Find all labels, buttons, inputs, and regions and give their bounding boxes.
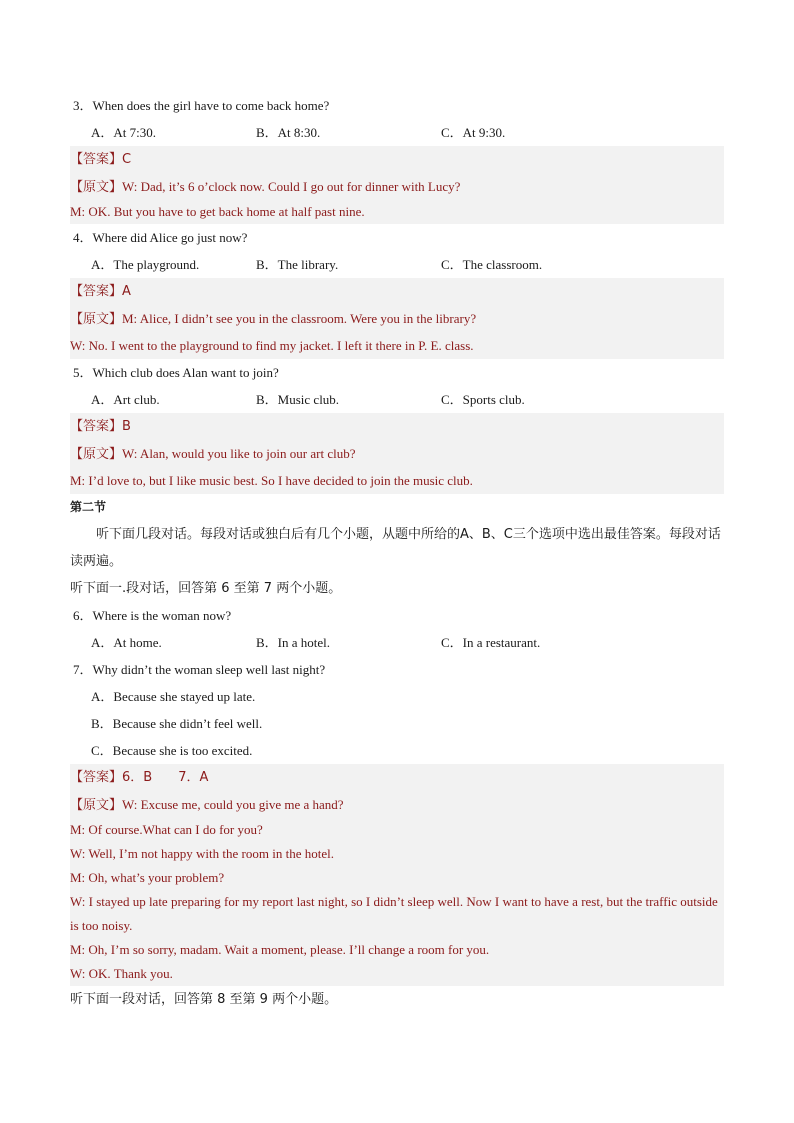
transcript-4-line-2: W: No. I went to the playground to find my jacket. I left it there in P. E. class. [70,332,724,359]
transcript-6-7-line-2: M: Of course.What can I do for you? [70,818,724,842]
transcript-6-7-line-1: 【原文】W: Excuse me, could you give me a hand? [70,791,724,818]
transcript-5-line-2: M: I’d love to, but I like music best. So I have decided to join the music club. [70,467,724,494]
transcript-5-line-1: 【原文】W: Alan, would you like to join our art club? [70,440,724,467]
question-6: 6．Where is the woman now? [73,608,232,623]
option-c: C．At 9:30. [441,125,506,140]
option-b: B．Because she didn’t feel well. [91,716,263,731]
transcript-6-7-line-3: W: Well, I’m not happy with the room in the hotel. [70,842,724,866]
dialogue-intro-6-7: 听下面一.段对话，回答第 6 至第 7 两个小题。 [70,581,342,596]
transcript-3-line-2: M: OK. But you have to get back home at half past nine. [70,200,724,224]
answer-4: 【答案】A [70,278,724,305]
question-3: 3．When does the girl have to come back home? [73,98,330,113]
option-b: B．The library. [256,257,339,272]
exam-content [70,92,724,1013]
transcript-6-7-line-5: W: I stayed up late preparing for my report last night, so I didn’t sleep well. Now I want to have a rest, but the traffic outside is too noisy. [70,890,724,938]
option-c: C．In a restaurant. [441,635,541,650]
transcript-4-line-1: 【原文】M: Alice, I didn’t see you in the classroom. Were you in the library? [70,305,724,332]
answer-3: 【答案】C [70,146,724,173]
transcript-6-7-line-4: M: Oh, what’s your problem? [70,866,724,890]
question-7: 7．Why didn’t the woman sleep well last night? [73,662,326,677]
answer-5: 【答案】B [70,413,724,440]
option-a: A．At home. [91,635,162,650]
option-b: B．In a hotel. [256,635,331,650]
question-4-options [70,251,724,278]
dialogue-intro-8-9: 听下面一段对话，回答第 8 至第 9 两个小题。 [70,992,338,1007]
transcript-6-7-line-6: M: Oh, I’m so sorry, madam. Wait a moment, please. I’ll change a room for you. [70,938,724,962]
transcript-6-7-line-7: W: OK. Thank you. [70,962,724,986]
question-3-options [70,119,724,146]
section-heading: 第二节 [70,500,107,514]
option-c: C．Sports club. [441,392,525,407]
question-5-options [70,386,724,413]
option-b: B．Music club. [256,392,340,407]
option-a: A．At 7:30. [91,125,157,140]
option-a: A．Art club. [91,392,160,407]
question-6-options [70,629,724,656]
option-c: C．The classroom. [441,257,543,272]
option-c: C．Because she is too excited. [91,743,253,758]
option-a: A．Because she stayed up late. [91,689,256,704]
section-instructions: 听下面几段对话。每段对话或独白后有几个小题，从题中所给的A、B、C三个选项中选出最佳答案。每段对话读两遍。 [70,527,721,569]
option-b: B．At 8:30. [256,125,321,140]
question-4: 4．Where did Alice go just now? [73,230,248,245]
question-5: 5．Which club does Alan want to join? [73,365,279,380]
option-a: A．The playground. [91,257,200,272]
answer-6-7: 【答案】6．B 7．A [70,764,724,791]
transcript-3-line-1: 【原文】W: Dad, it’s 6 o’clock now. Could I go out for dinner with Lucy? [70,173,724,200]
